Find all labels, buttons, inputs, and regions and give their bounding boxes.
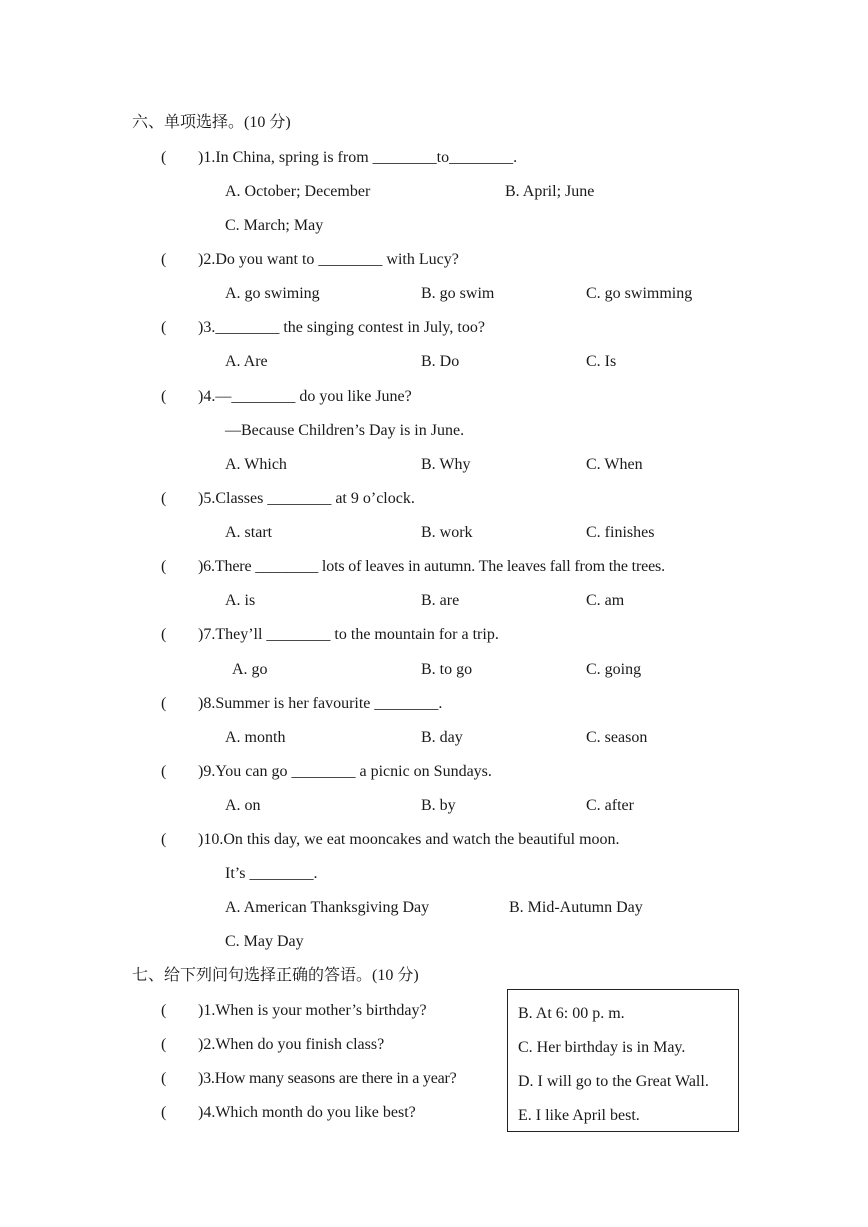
q6-option-b: B. are (421, 592, 460, 609)
answer-option-c: C. Her birthday is in May. (518, 1039, 686, 1056)
q3-option-c: C. Is (586, 353, 617, 370)
q7-option-a: A. go (232, 661, 268, 678)
q7-option-b: B. to go (421, 661, 473, 678)
q1-option-c: C. March; May (225, 217, 324, 234)
q5-option-c: C. finishes (586, 524, 655, 541)
q10-option-b: B. Mid-Autumn Day (509, 899, 643, 916)
q2-option-a: A. go swiming (225, 285, 320, 302)
question-8-stem: )8.Summer is her favourite ________. (198, 695, 443, 712)
q10-option-a: A. American Thanksgiving Day (225, 899, 430, 916)
answer-options-box (507, 989, 739, 1132)
q8-option-c: C. season (586, 729, 648, 746)
q5-option-a: A. start (225, 524, 273, 541)
q8-option-a: A. month (225, 729, 286, 746)
q6-option-c: C. am (586, 592, 625, 609)
q1-option-b: B. April; June (505, 183, 595, 200)
q3-option-b: B. Do (421, 353, 460, 370)
q4-option-b: B. Why (421, 456, 471, 473)
section-6-title: 六、单项选择。(10 分) (132, 114, 291, 131)
question-9-stem: )9.You can go ________ a picnic on Sundays. (198, 763, 492, 780)
q2-option-c: C. go swimming (586, 285, 693, 302)
q10-option-c: C. May Day (225, 933, 304, 950)
answer-paren: ( (161, 1002, 167, 1019)
answer-paren: ( (161, 149, 167, 166)
answer-option-d: D. I will go to the Great Wall. (518, 1073, 709, 1090)
q4-option-a: A. Which (225, 456, 287, 473)
q9-option-b: B. by (421, 797, 456, 814)
question-2-stem: )2.Do you want to ________ with Lucy? (198, 251, 459, 268)
q9-option-c: C. after (586, 797, 634, 814)
match-question-1: )1.When is your mother’s birthday? (198, 1002, 427, 1019)
q5-option-b: B. work (421, 524, 473, 541)
question-1-stem: )1.In China, spring is from ________to________. (198, 149, 518, 166)
question-10-stem-line2: It’s ________. (225, 865, 318, 882)
q4-option-c: C. When (586, 456, 643, 473)
q8-option-b: B. day (421, 729, 463, 746)
match-question-3: )3.How many seasons are there in a year? (198, 1070, 457, 1087)
section-7-title: 七、给下列问句选择正确的答语。(10 分) (132, 967, 419, 984)
question-10-stem: )10.On this day, we eat mooncakes and watch the beautiful moon. (198, 831, 620, 848)
answer-paren: ( (161, 558, 167, 575)
answer-option-e: E. I like April best. (518, 1107, 640, 1124)
question-7-stem: )7.They’ll ________ to the mountain for a trip. (198, 626, 499, 643)
answer-paren: ( (161, 1036, 167, 1053)
question-4-stem: )4.—________ do you like June? (198, 388, 412, 405)
question-5-stem: )5.Classes ________ at 9 o’clock. (198, 490, 415, 507)
answer-paren: ( (161, 319, 167, 336)
answer-paren: ( (161, 1104, 167, 1121)
answer-paren: ( (161, 763, 167, 780)
question-3-stem: )3.________ the singing contest in July, too? (198, 319, 485, 336)
q9-option-a: A. on (225, 797, 261, 814)
answer-paren: ( (161, 695, 167, 712)
answer-paren: ( (161, 626, 167, 643)
answer-paren: ( (161, 251, 167, 268)
answer-option-b: B. At 6: 00 p. m. (518, 1005, 625, 1022)
match-question-2: )2.When do you finish class? (198, 1036, 385, 1053)
q7-option-c: C. going (586, 661, 642, 678)
answer-paren: ( (161, 388, 167, 405)
answer-paren: ( (161, 831, 167, 848)
q2-option-b: B. go swim (421, 285, 495, 302)
match-question-4: )4.Which month do you like best? (198, 1104, 416, 1121)
answer-paren: ( (161, 490, 167, 507)
question-4-stem-line2: —Because Children’s Day is in June. (225, 422, 465, 439)
question-6-stem: )6.There ________ lots of leaves in autumn. The leaves fall from the trees. (198, 558, 665, 575)
q1-option-a: A. October; December (225, 183, 371, 200)
answer-paren: ( (161, 1070, 167, 1087)
q3-option-a: A. Are (225, 353, 268, 370)
q6-option-a: A. is (225, 592, 256, 609)
